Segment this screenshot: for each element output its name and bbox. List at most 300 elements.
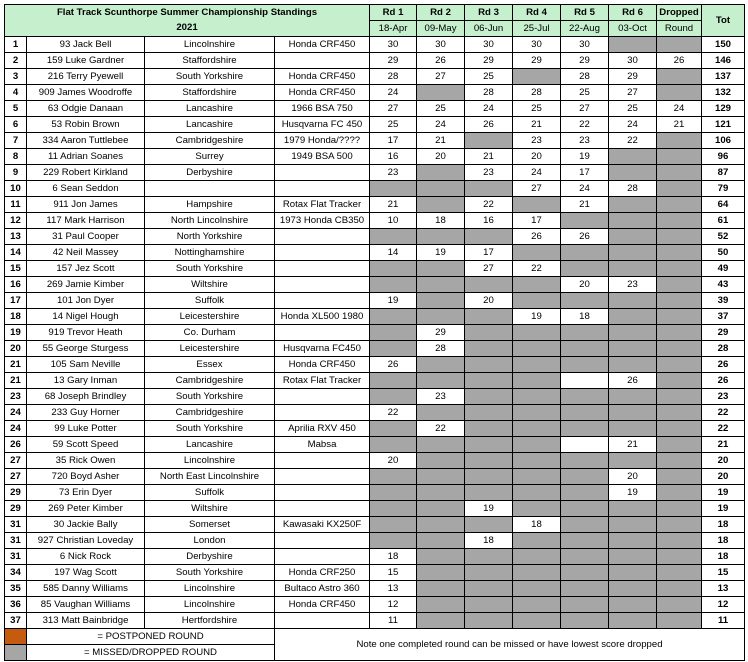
county-cell: South Yorkshire <box>145 565 275 581</box>
round-1-score-cell <box>370 325 417 341</box>
round-6-score-cell <box>609 341 657 357</box>
round-2-score-cell <box>417 85 465 101</box>
total-cell: 26 <box>702 373 745 389</box>
round-4-score-cell: 29 <box>513 53 561 69</box>
bike-cell <box>275 469 370 485</box>
total-cell: 18 <box>702 517 745 533</box>
round-5-score-cell <box>561 373 609 389</box>
round-6-score-cell: 27 <box>609 85 657 101</box>
dropped-round-cell <box>657 373 702 389</box>
round-3-score-cell: 28 <box>465 85 513 101</box>
round-3-score-cell <box>465 613 513 629</box>
round-1-score-cell <box>370 389 417 405</box>
county-cell: South Yorkshire <box>145 389 275 405</box>
round-6-score-cell <box>609 613 657 629</box>
round-6-score-cell <box>609 597 657 613</box>
round-4-score-cell <box>513 421 561 437</box>
position-cell: 31 <box>5 533 27 549</box>
total-cell: 146 <box>702 53 745 69</box>
round-2-score-cell <box>417 469 465 485</box>
county-cell: Wiltshire <box>145 501 275 517</box>
table-row <box>5 357 745 373</box>
round-1-score-cell <box>370 277 417 293</box>
position-cell: 29 <box>5 501 27 517</box>
table-row <box>5 165 745 181</box>
dropped-round-cell <box>657 293 702 309</box>
round-5-score-cell: 30 <box>561 37 609 53</box>
round-5-score-cell <box>561 485 609 501</box>
round-2-score-cell <box>417 501 465 517</box>
bike-cell <box>275 293 370 309</box>
round-2-score-cell <box>417 517 465 533</box>
total-cell: 29 <box>702 325 745 341</box>
bike-cell: Husqvarna FC450 <box>275 341 370 357</box>
rider-name-cell: 55 George Sturgess <box>27 341 145 357</box>
round-3-score-cell: 17 <box>465 245 513 261</box>
table-row <box>5 245 745 261</box>
round-1-score-cell: 25 <box>370 117 417 133</box>
round-1-score-cell <box>370 533 417 549</box>
rider-name-cell: 269 Peter Kimber <box>27 501 145 517</box>
bike-cell: Husqvarna FC 450 <box>275 117 370 133</box>
rider-name-cell: 85 Vaughan Williams <box>27 597 145 613</box>
position-cell: 11 <box>5 197 27 213</box>
rider-name-cell: 720 Boyd Asher <box>27 469 145 485</box>
dropped-round-cell <box>657 389 702 405</box>
total-header: Tot <box>702 5 745 37</box>
round-4-score-cell <box>513 325 561 341</box>
dropped-round-cell <box>657 421 702 437</box>
dropped-round-cell: 21 <box>657 117 702 133</box>
position-cell: 8 <box>5 149 27 165</box>
round-1-score-cell <box>370 517 417 533</box>
table-row <box>5 101 745 117</box>
round-3-score-cell <box>465 309 513 325</box>
county-cell: Essex <box>145 357 275 373</box>
table-row <box>5 389 745 405</box>
round-5-score-cell: 17 <box>561 165 609 181</box>
round-2-score-cell: 24 <box>417 117 465 133</box>
dropped-round-cell <box>657 581 702 597</box>
round-2-score-cell <box>417 277 465 293</box>
round-6-score-cell <box>609 405 657 421</box>
county-cell: Somerset <box>145 517 275 533</box>
total-cell: 132 <box>702 85 745 101</box>
dropped-round-cell <box>657 149 702 165</box>
table-row <box>5 597 745 613</box>
round-5-score-cell <box>561 501 609 517</box>
bike-cell <box>275 501 370 517</box>
round-4-score-cell <box>513 293 561 309</box>
table-row <box>5 213 745 229</box>
county-cell: Lincolnshire <box>145 597 275 613</box>
round-5-score-cell: 25 <box>561 85 609 101</box>
total-cell: 121 <box>702 117 745 133</box>
round-2-score-cell <box>417 357 465 373</box>
round-1-score-cell <box>370 229 417 245</box>
round-6-score-cell: 30 <box>609 53 657 69</box>
round-2-score-cell: 18 <box>417 213 465 229</box>
rider-name-cell: 13 Gary Inman <box>27 373 145 389</box>
round-1-score-cell <box>370 501 417 517</box>
round-1-score-cell: 18 <box>370 549 417 565</box>
position-cell: 24 <box>5 405 27 421</box>
total-cell: 19 <box>702 485 745 501</box>
dropped-round-cell: 24 <box>657 101 702 117</box>
dropped-round-cell <box>657 261 702 277</box>
round-6-score-cell <box>609 37 657 53</box>
total-cell: 52 <box>702 229 745 245</box>
round-6-score-cell <box>609 213 657 229</box>
round-1-score-cell: 14 <box>370 245 417 261</box>
round-5-score-cell <box>561 421 609 437</box>
round-6-score-cell: 25 <box>609 101 657 117</box>
round-5-score-cell <box>561 261 609 277</box>
table-row <box>5 341 745 357</box>
county-cell <box>145 181 275 197</box>
round-3-score-cell <box>465 565 513 581</box>
round-3-score-cell <box>465 469 513 485</box>
dropped-round-cell <box>657 37 702 53</box>
rider-name-cell: 197 Wag Scott <box>27 565 145 581</box>
county-cell: Surrey <box>145 149 275 165</box>
total-cell: 79 <box>702 181 745 197</box>
round-5-score-cell <box>561 469 609 485</box>
position-cell: 6 <box>5 117 27 133</box>
county-cell: North Lincolnshire <box>145 213 275 229</box>
round-2-score-cell <box>417 405 465 421</box>
county-cell: Suffolk <box>145 485 275 501</box>
round-2-score-cell <box>417 309 465 325</box>
round-1-score-cell: 13 <box>370 581 417 597</box>
round-1-score-cell: 29 <box>370 53 417 69</box>
position-cell: 17 <box>5 293 27 309</box>
table-row <box>5 485 745 501</box>
round-3-score-cell: 29 <box>465 53 513 69</box>
rider-name-cell: 909 James Woodroffe <box>27 85 145 101</box>
round-5-score-cell: 21 <box>561 197 609 213</box>
round-3-score-cell <box>465 181 513 197</box>
round-2-score-cell <box>417 453 465 469</box>
table-row <box>5 181 745 197</box>
dropped-round-cell <box>657 341 702 357</box>
round-1-score-cell: 28 <box>370 69 417 85</box>
round-5-score-cell <box>561 325 609 341</box>
bike-cell: Honda CRF450 <box>275 357 370 373</box>
postponed-legend: = POSTPONED ROUND <box>27 629 275 645</box>
dropped-round-cell <box>657 197 702 213</box>
round-3-score-cell: 18 <box>465 533 513 549</box>
bike-cell <box>275 181 370 197</box>
position-cell: 18 <box>5 309 27 325</box>
rider-name-cell: 6 Sean Seddon <box>27 181 145 197</box>
round-5-score-cell <box>561 581 609 597</box>
round-1-score-cell: 30 <box>370 37 417 53</box>
table-row <box>5 229 745 245</box>
round-1-date: 18-Apr <box>370 21 417 37</box>
bike-cell <box>275 53 370 69</box>
round-3-score-cell: 24 <box>465 101 513 117</box>
round-2-score-cell <box>417 565 465 581</box>
county-cell: Hertfordshire <box>145 613 275 629</box>
total-cell: 11 <box>702 613 745 629</box>
position-cell: 36 <box>5 597 27 613</box>
round-1-score-cell: 16 <box>370 149 417 165</box>
round-6-score-cell <box>609 581 657 597</box>
rider-name-cell: 911 Jon James <box>27 197 145 213</box>
round-5-score-cell: 29 <box>561 53 609 69</box>
table-row <box>5 373 745 389</box>
rules-note: Note one completed round can be missed or have lowest score dropped <box>275 629 745 661</box>
total-cell: 37 <box>702 309 745 325</box>
round-4-score-cell: 28 <box>513 85 561 101</box>
round-5-score-cell <box>561 357 609 373</box>
round-1-score-cell <box>370 469 417 485</box>
bike-cell: Kawasaki KX250F <box>275 517 370 533</box>
round-3-header: Rd 3 <box>465 5 513 21</box>
round-3-score-cell: 22 <box>465 197 513 213</box>
title-line-2: 2021 <box>176 22 198 33</box>
round-5-score-cell: 28 <box>561 69 609 85</box>
round-5-score-cell: 20 <box>561 277 609 293</box>
dropped-round-cell <box>657 357 702 373</box>
round-5-score-cell <box>561 565 609 581</box>
round-3-score-cell <box>465 277 513 293</box>
total-cell: 18 <box>702 549 745 565</box>
round-6-header: Rd 6 <box>609 5 657 21</box>
round-2-score-cell <box>417 181 465 197</box>
table-row <box>5 565 745 581</box>
round-5-score-cell <box>561 549 609 565</box>
round-5-score-cell <box>561 389 609 405</box>
round-5-score-cell: 24 <box>561 181 609 197</box>
round-4-score-cell: 20 <box>513 149 561 165</box>
bike-cell <box>275 389 370 405</box>
round-3-score-cell <box>465 229 513 245</box>
round-2-score-cell <box>417 549 465 565</box>
round-1-score-cell: 24 <box>370 85 417 101</box>
position-cell: 9 <box>5 165 27 181</box>
total-cell: 49 <box>702 261 745 277</box>
table-row <box>5 469 745 485</box>
round-3-score-cell <box>465 453 513 469</box>
round-2-score-cell: 28 <box>417 341 465 357</box>
round-1-score-cell: 26 <box>370 357 417 373</box>
total-cell: 20 <box>702 453 745 469</box>
bike-cell <box>275 245 370 261</box>
bike-cell <box>275 453 370 469</box>
county-cell: Wiltshire <box>145 277 275 293</box>
bike-cell <box>275 261 370 277</box>
position-cell: 15 <box>5 261 27 277</box>
round-6-score-cell <box>609 517 657 533</box>
position-cell: 34 <box>5 565 27 581</box>
table-row <box>5 453 745 469</box>
rider-name-cell: 101 Jon Dyer <box>27 293 145 309</box>
round-2-score-cell: 21 <box>417 133 465 149</box>
position-cell: 27 <box>5 453 27 469</box>
county-cell: Derbyshire <box>145 549 275 565</box>
round-1-score-cell: 22 <box>370 405 417 421</box>
dropped-round-cell: 26 <box>657 53 702 69</box>
county-cell: Cambridgeshire <box>145 373 275 389</box>
rider-name-cell: 157 Jez Scott <box>27 261 145 277</box>
bike-cell: Mabsa <box>275 437 370 453</box>
round-4-score-cell: 27 <box>513 181 561 197</box>
round-6-score-cell <box>609 149 657 165</box>
rider-name-cell: 117 Mark Harrison <box>27 213 145 229</box>
bike-cell <box>275 405 370 421</box>
county-cell: South Yorkshire <box>145 421 275 437</box>
table-row <box>5 149 745 165</box>
round-6-score-cell <box>609 309 657 325</box>
round-6-score-cell <box>609 245 657 261</box>
round-4-date: 25-Jul <box>513 21 561 37</box>
position-cell: 2 <box>5 53 27 69</box>
round-1-score-cell: 12 <box>370 597 417 613</box>
round-4-score-cell <box>513 341 561 357</box>
round-3-score-cell <box>465 597 513 613</box>
round-1-score-cell <box>370 309 417 325</box>
total-cell: 150 <box>702 37 745 53</box>
round-1-score-cell <box>370 181 417 197</box>
total-cell: 22 <box>702 421 745 437</box>
round-3-score-cell: 25 <box>465 69 513 85</box>
total-cell: 137 <box>702 69 745 85</box>
round-2-score-cell <box>417 373 465 389</box>
total-cell: 22 <box>702 405 745 421</box>
total-cell: 129 <box>702 101 745 117</box>
rider-name-cell: 919 Trevor Heath <box>27 325 145 341</box>
bike-cell <box>275 533 370 549</box>
dropped-round-cell <box>657 485 702 501</box>
bike-cell: Honda CRF250 <box>275 565 370 581</box>
rider-name-cell: 59 Scott Speed <box>27 437 145 453</box>
round-4-score-cell <box>513 533 561 549</box>
total-cell: 50 <box>702 245 745 261</box>
total-cell: 18 <box>702 533 745 549</box>
round-6-score-cell: 24 <box>609 117 657 133</box>
county-cell: North Yorkshire <box>145 229 275 245</box>
round-3-score-cell <box>465 325 513 341</box>
bike-cell: Honda CRF450 <box>275 37 370 53</box>
round-5-score-cell: 23 <box>561 133 609 149</box>
county-cell: South Yorkshire <box>145 261 275 277</box>
dropped-header: Dropped <box>657 5 702 21</box>
bike-cell: Rotax Flat Tracker <box>275 197 370 213</box>
dropped-round-cell <box>657 229 702 245</box>
position-cell: 3 <box>5 69 27 85</box>
county-cell: South Yorkshire <box>145 69 275 85</box>
dropped-round-cell <box>657 69 702 85</box>
rider-name-cell: 73 Erin Dyer <box>27 485 145 501</box>
bike-cell: Bultaco Astro 360 <box>275 581 370 597</box>
round-3-date: 06-Jun <box>465 21 513 37</box>
county-cell: Leicestershire <box>145 341 275 357</box>
table-row <box>5 293 745 309</box>
round-4-score-cell <box>513 389 561 405</box>
round-5-score-cell <box>561 613 609 629</box>
round-2-score-cell <box>417 293 465 309</box>
page-title <box>5 5 370 37</box>
round-5-score-cell <box>561 533 609 549</box>
round-6-score-cell <box>609 197 657 213</box>
county-cell: Leicestershire <box>145 309 275 325</box>
position-cell: 16 <box>5 277 27 293</box>
dropped-round-cell <box>657 453 702 469</box>
bike-cell <box>275 277 370 293</box>
position-cell: 14 <box>5 245 27 261</box>
bike-cell <box>275 229 370 245</box>
rider-name-cell: 31 Paul Cooper <box>27 229 145 245</box>
round-5-date: 22-Aug <box>561 21 609 37</box>
dropped-round-cell <box>657 597 702 613</box>
county-cell: Lancashire <box>145 117 275 133</box>
round-6-score-cell: 23 <box>609 277 657 293</box>
round-3-score-cell <box>465 405 513 421</box>
round-2-score-cell: 22 <box>417 421 465 437</box>
round-5-score-cell: 18 <box>561 309 609 325</box>
round-1-score-cell: 17 <box>370 133 417 149</box>
total-cell: 106 <box>702 133 745 149</box>
round-2-score-cell <box>417 533 465 549</box>
round-3-score-cell: 26 <box>465 117 513 133</box>
total-cell: 15 <box>702 565 745 581</box>
total-cell: 96 <box>702 149 745 165</box>
table-row <box>5 261 745 277</box>
rider-name-cell: 14 Nigel Hough <box>27 309 145 325</box>
round-2-score-cell: 26 <box>417 53 465 69</box>
round-2-score-cell <box>417 437 465 453</box>
round-1-score-cell: 21 <box>370 197 417 213</box>
round-4-score-cell <box>513 501 561 517</box>
round-3-score-cell <box>465 373 513 389</box>
round-3-score-cell: 19 <box>465 501 513 517</box>
round-5-score-cell <box>561 213 609 229</box>
rider-name-cell: 585 Danny Williams <box>27 581 145 597</box>
position-cell: 10 <box>5 181 27 197</box>
round-1-score-cell <box>370 373 417 389</box>
round-6-score-cell: 29 <box>609 69 657 85</box>
bike-cell: 1949 BSA 500 <box>275 149 370 165</box>
round-5-score-cell: 19 <box>561 149 609 165</box>
rider-name-cell: 35 Rick Owen <box>27 453 145 469</box>
round-6-score-cell <box>609 165 657 181</box>
round-5-score-cell <box>561 245 609 261</box>
round-5-score-cell: 26 <box>561 229 609 245</box>
dropped-round-cell <box>657 437 702 453</box>
county-cell: Cambridgeshire <box>145 133 275 149</box>
round-2-score-cell <box>417 197 465 213</box>
position-cell: 19 <box>5 325 27 341</box>
bike-cell: Aprilia RXV 450 <box>275 421 370 437</box>
round-2-score-cell <box>417 597 465 613</box>
position-cell: 26 <box>5 437 27 453</box>
dropped-round-cell <box>657 501 702 517</box>
round-4-score-cell <box>513 581 561 597</box>
round-4-score-cell <box>513 469 561 485</box>
rider-name-cell: 68 Joseph Brindley <box>27 389 145 405</box>
table-row <box>5 37 745 53</box>
round-5-header: Rd 5 <box>561 5 609 21</box>
round-4-score-cell <box>513 485 561 501</box>
position-cell: 31 <box>5 517 27 533</box>
table-row <box>5 277 745 293</box>
round-6-score-cell <box>609 565 657 581</box>
round-4-score-cell <box>513 597 561 613</box>
standings-body <box>5 37 745 629</box>
missed-legend: = MISSED/DROPPED ROUND <box>27 645 275 661</box>
